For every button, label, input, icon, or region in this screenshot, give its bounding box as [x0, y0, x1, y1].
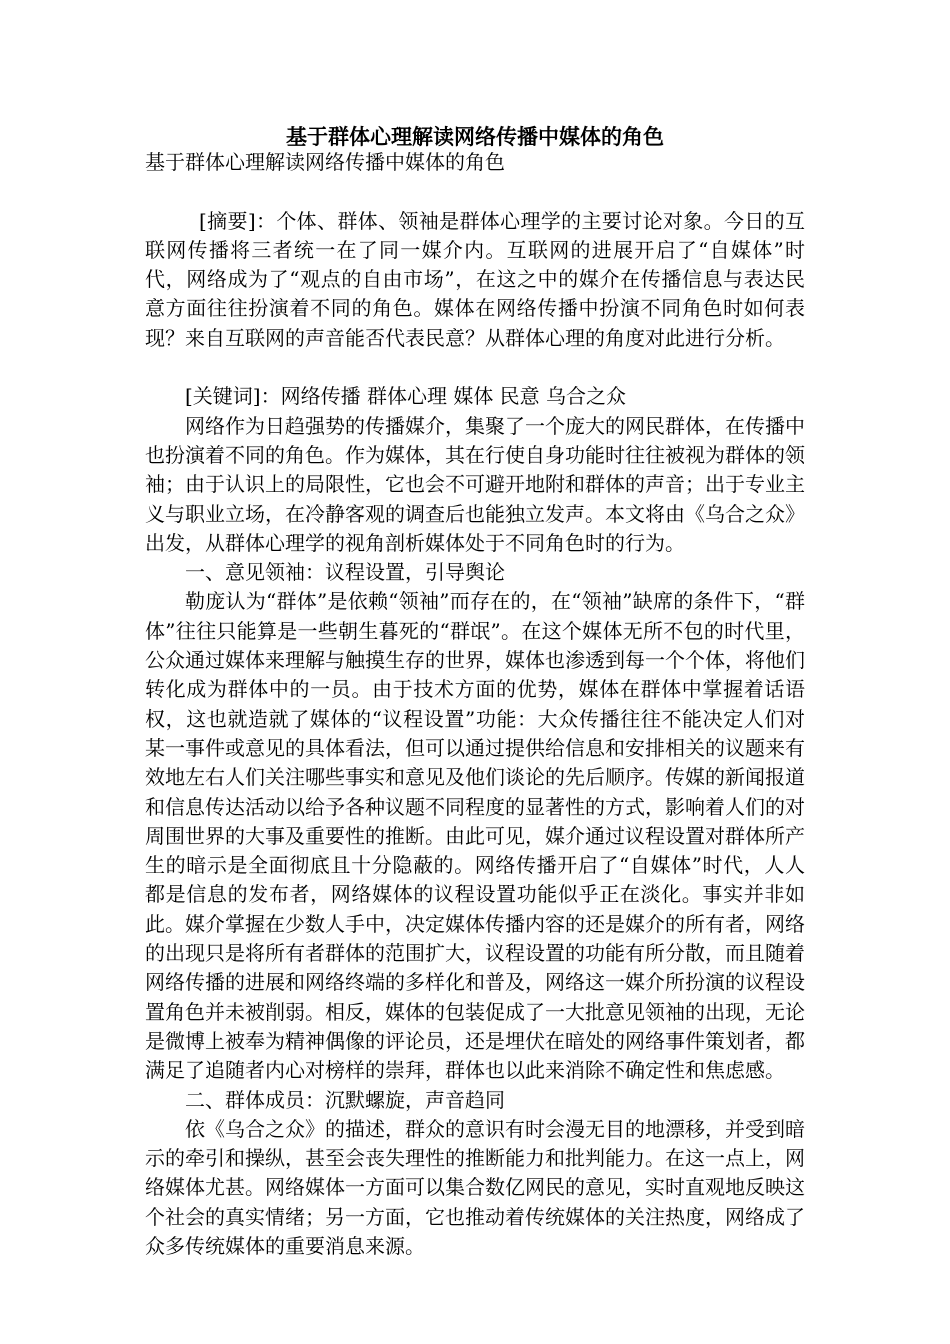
document-title: 基于群体心理解读网络传播中媒体的角色: [286, 125, 664, 149]
intro-paragraph: 网络作为日趋强势的传播媒介，集聚了一个庞大的网民群体，在传播中也扮演着不同的角色。作为媒体，其在行使自身功能时往往被视为群体的领袖；由于认识上的局限性，它也会不可避开地附和群体的声音；出于专业主义与职业立场，在冷静客观的调查后也能独立发声。本文将由《乌合之众》出发，从群体心理学的视角剖析媒体处于不同角色时的行为。: [145, 413, 805, 555]
section-heading-1: 一、意见领袖：议程设置，引导舆论: [185, 560, 505, 585]
section-heading-2: 二、群体成员：沉默螺旋，声音趋同: [185, 1087, 505, 1112]
blank-line: [145, 353, 805, 382]
section-body-1: 勒庞认为“群体”是依赖“领袖”而存在的，在“领袖”缺席的条件下，“群体”往往只能算是一些朝生暮死的“群氓”。在这个媒体无所不包的时代里，公众通过媒体来理解与触摸生存的世界，媒体也渗透到每一个个体，将他们转化成为群体中的一员。由于技术方面的优势，媒体在群体中掌握着话语权，这也就造就了媒体的“议程设置”功能：大众传播往往不能决定人们对某一事件或意见的具体看法，但可以通过提供给信息和安排相关的议题来有效地左右人们关注哪些事实和意见及他们谈论的先后顺序。传媒的新闻报道和信息传达活动以给予各种议题不同程度的显著性的方式，影响着人们的对周围世界的大事及重要性的推断。由此可见，媒介通过议程设置对群体所产生的暗示是全面彻底且十分隐蔽的。网络传播开启了“自媒体”时代，人人都是信息的发布者，网络媒体的议程设置功能似乎正在淡化。事实并非如此。媒介掌握在少数人手中，决定媒体传播内容的还是媒介的所有者，网络的出现只是将所有者群体的范围扩大，议程设置的功能有所分散，而且随着网络传播的进展和网络终端的多样化和普及，网络这一媒介所扮演的议程设置角色并未被削弱。相反，媒体的包装促成了一大批意见领袖的出现，无论是微博上被奉为精神偶像的评论员，还是埋伏在暗处的网络事件策划者，都满足了追随者内心对榜样的崇拜，群体也以此来消除不确定性和焦虑感。: [145, 589, 805, 1083]
abstract-paragraph: [摘要]：个体、群体、领袖是群体心理学的主要讨论对象。今日的互联网传播将三者统一在了同一媒介内。互联网的进展开启了“自媒体”时代，网络成为了“观点的自由市场”，在这之中的媒介在传播信息与表达民意方面往往扮演着不同的角色。媒体在网络传播中扮演不同角色时如何表现？来自互联网的声音能否代表民意？从群体心理的角度对此进行分析。: [145, 208, 805, 350]
keywords-line: [关键词]：网络传播 群体心理 媒体 民意 乌合之众: [185, 384, 627, 409]
document-body: [145, 148, 805, 1261]
blank-line: [145, 177, 805, 206]
document-subtitle: 基于群体心理解读网络传播中媒体的角色: [145, 150, 505, 174]
section-body-2: 依《乌合之众》的描述，群众的意识有时会漫无目的地漂移，并受到暗示的牵引和操纵，甚至会丧失理性的推断能力和批判能力。在这一点上，网络媒体尤甚。网络媒体一方面可以集合数亿网民的意见，实时直观地反映这个社会的真实情绪；另一方面，它也推动着传统媒体的关注热度，网络成了众多传统媒体的重要消息来源。: [145, 1116, 805, 1258]
